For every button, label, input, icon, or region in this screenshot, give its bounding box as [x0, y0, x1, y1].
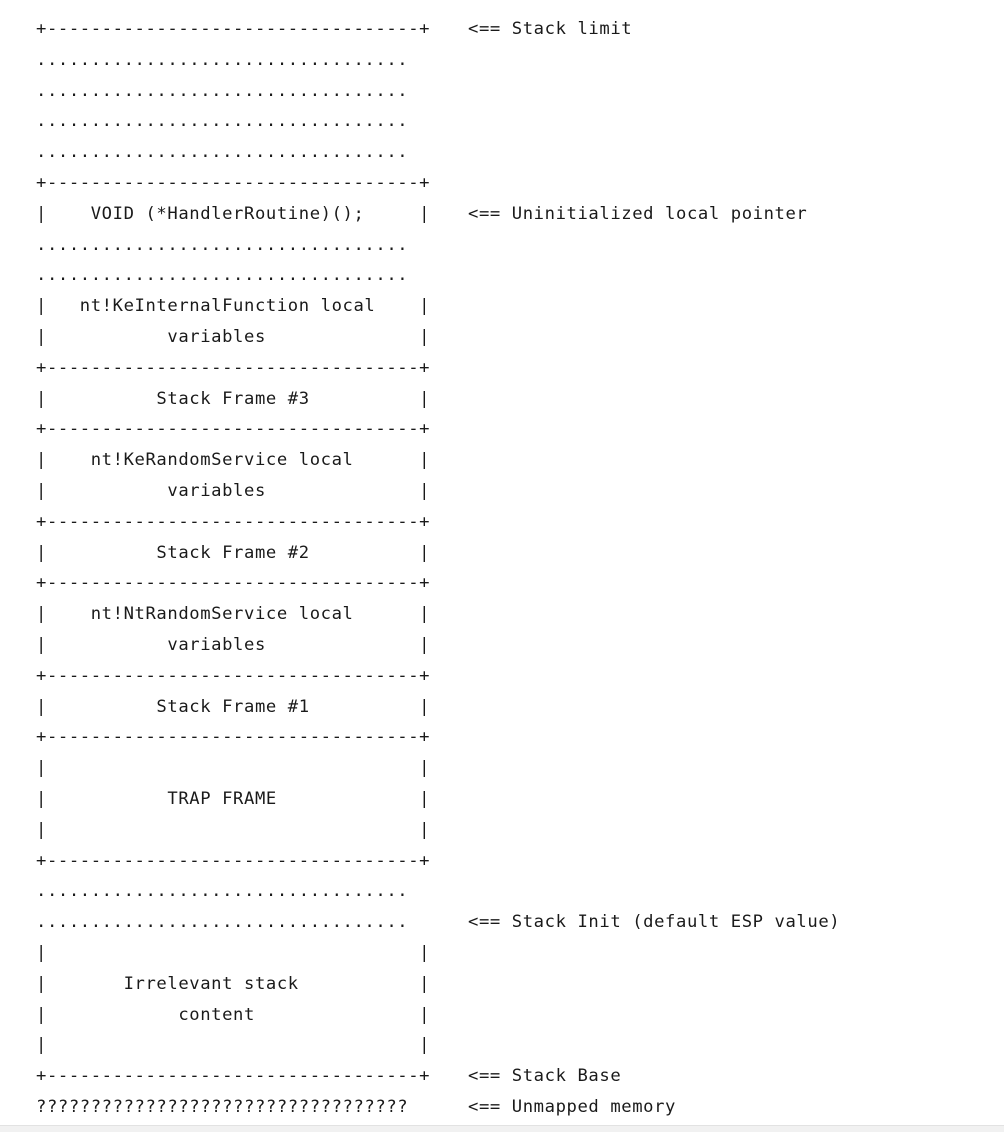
- diagram-row-art: | Irrelevant stack |: [36, 973, 431, 994]
- diagram-row: [36, 599, 840, 630]
- diagram-row-art: ..................................: [36, 881, 409, 902]
- diagram-row: [36, 1092, 840, 1123]
- diagram-row-art: ..................................: [36, 80, 409, 101]
- page-bottom-rule: [0, 1125, 1004, 1132]
- diagram-row-annotation: <== Uninitialized local pointer: [468, 203, 808, 224]
- diagram-row-annotation: <== Stack Init (default ESP value): [468, 912, 841, 933]
- diagram-row: [36, 568, 840, 599]
- diagram-row: [36, 661, 840, 692]
- diagram-row-art: | variables |: [36, 634, 431, 655]
- diagram-row-art: | VOID (*HandlerRoutine)(); |: [36, 203, 431, 224]
- diagram-row: [36, 199, 840, 230]
- diagram-row: [36, 969, 840, 1000]
- diagram-row-annotation: <== Unmapped memory: [468, 1096, 677, 1117]
- diagram-row-art: | nt!KeRandomService local |: [36, 450, 431, 471]
- diagram-row-art: | Stack Frame #1 |: [36, 696, 431, 717]
- diagram-row: [36, 846, 840, 877]
- diagram-row-art: | Stack Frame #3 |: [36, 388, 431, 409]
- diagram-row: [36, 414, 840, 445]
- diagram-row: [36, 630, 840, 661]
- diagram-row: [36, 1000, 840, 1031]
- diagram-row-art: +----------------------------------+: [36, 850, 431, 871]
- diagram-row-annotation: <== Stack limit: [468, 19, 633, 39]
- diagram-row-art: +----------------------------------+: [36, 357, 431, 378]
- diagram-row-art: | Stack Frame #2 |: [36, 542, 431, 563]
- diagram-row: [36, 907, 840, 938]
- diagram-row-art: ..................................: [36, 142, 409, 163]
- diagram-row-art: | |: [36, 819, 431, 840]
- diagram-row: [36, 476, 840, 507]
- diagram-row-art: +----------------------------------+: [36, 419, 431, 440]
- diagram-row-art: | TRAP FRAME |: [36, 788, 431, 809]
- diagram-row: [36, 260, 840, 291]
- diagram-row-art: +----------------------------------+: [36, 665, 431, 686]
- diagram-row: [36, 291, 840, 322]
- diagram-row-art: ..................................: [36, 111, 409, 132]
- diagram-row: [36, 692, 840, 723]
- diagram-row-art: | variables |: [36, 480, 431, 501]
- diagram-row: [36, 1061, 840, 1092]
- ascii-stack-diagram: [36, 14, 840, 1123]
- diagram-row: [36, 1030, 840, 1061]
- diagram-row-art: | variables |: [36, 326, 431, 347]
- diagram-row: [36, 507, 840, 538]
- diagram-row: [36, 538, 840, 569]
- diagram-row: [36, 322, 840, 353]
- diagram-row: [36, 106, 840, 137]
- diagram-row: [36, 784, 840, 815]
- diagram-row: [36, 353, 840, 384]
- diagram-row-annotation: <== Stack Base: [468, 1066, 622, 1087]
- diagram-row-art: +----------------------------------+: [36, 19, 431, 39]
- diagram-row: [36, 722, 840, 753]
- diagram-row: [36, 230, 840, 261]
- diagram-row: [36, 753, 840, 784]
- diagram-row: [36, 76, 840, 107]
- diagram-row-art: ..................................: [36, 265, 409, 286]
- diagram-row: [36, 137, 840, 168]
- diagram-row-art: ??????????????????????????????????: [36, 1096, 409, 1117]
- diagram-row-art: | |: [36, 942, 431, 963]
- diagram-row: [36, 876, 840, 907]
- diagram-row-art: ..................................: [36, 912, 409, 933]
- diagram-row: [36, 384, 840, 415]
- diagram-row-art: ..................................: [36, 234, 409, 255]
- diagram-row-art: | nt!NtRandomService local |: [36, 604, 431, 625]
- diagram-row-art: | |: [36, 758, 431, 779]
- diagram-row-art: +----------------------------------+: [36, 1066, 431, 1087]
- diagram-row-art: +----------------------------------+: [36, 573, 431, 594]
- diagram-row-art: | |: [36, 1035, 431, 1056]
- diagram-row: [36, 815, 840, 846]
- diagram-row-art: +----------------------------------+: [36, 727, 431, 748]
- diagram-row: [36, 445, 840, 476]
- diagram-row-art: | nt!KeInternalFunction local |: [36, 296, 431, 317]
- diagram-row-art: ..................................: [36, 49, 409, 70]
- diagram-row-art: | content |: [36, 1004, 431, 1025]
- diagram-row-art: +----------------------------------+: [36, 172, 431, 193]
- diagram-row: [36, 938, 840, 969]
- diagram-row: [36, 14, 840, 45]
- diagram-row-art: +----------------------------------+: [36, 511, 431, 532]
- diagram-row: [36, 168, 840, 199]
- diagram-row: [36, 45, 840, 76]
